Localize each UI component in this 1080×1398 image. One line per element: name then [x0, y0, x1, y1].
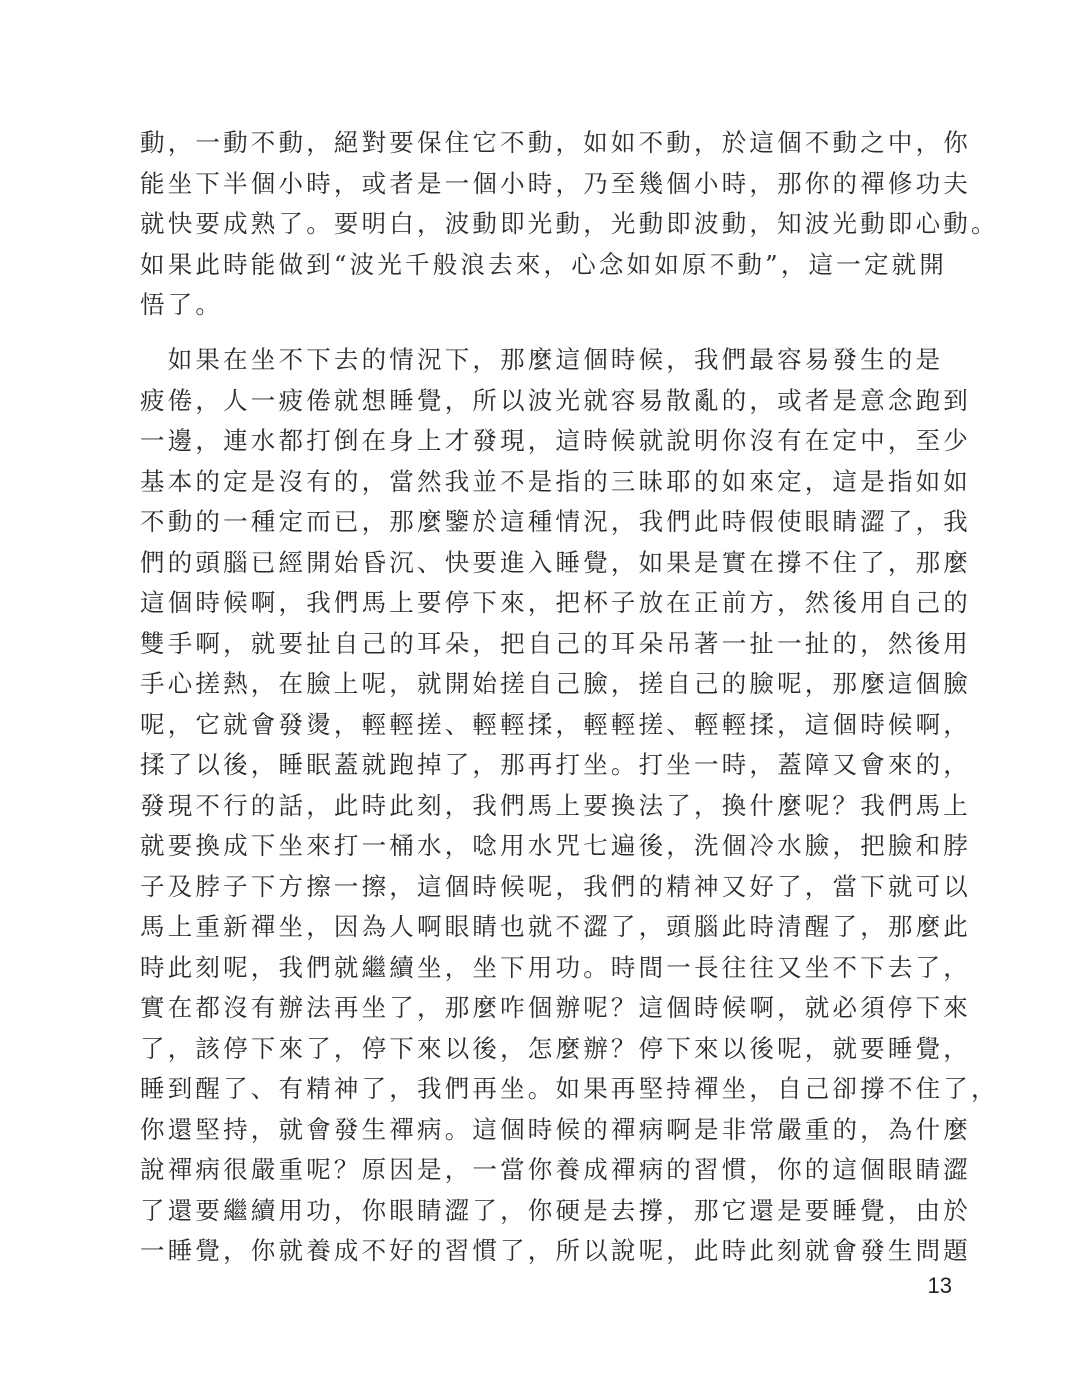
text-line: 發現不行的話，此時此刻，我們馬上要換法了，換什麼呢？我們馬上 — [140, 790, 971, 820]
text-line: 說禪病很嚴重呢？原因是，一當你養成禪病的習慣，你的這個眼睛澀 — [140, 1155, 971, 1184]
text-line: 了還要繼續用功，你眼睛澀了，你硬是去撐，那它還是要睡覺，由於 — [140, 1195, 971, 1225]
text-line: 實在都沒有辦法再坐了，那麼咋個辦呢？這個時候啊，就必須停下來 — [140, 993, 971, 1022]
text-line: 能坐下半個小時，或者是一個小時，乃至幾個小時，那你的禪修功夫 — [140, 168, 971, 198]
text-line: 你還堅持，就會發生禪病。這個時候的禪病啊是非常嚴重的，為什麼 — [140, 1114, 971, 1144]
text-line: 疲倦，人一疲倦就想睡覺，所以波光就容易散亂的，或者是意念跑到 — [140, 385, 971, 415]
text-line: 悟了。 — [140, 290, 224, 319]
paragraph-1 — [140, 123, 999, 326]
text-line: 這個時候啊，我們馬上要停下來，把杯子放在正前方，然後用自己的 — [140, 588, 971, 617]
text-line: 揉了以後，睡眠蓋就跑掉了，那再打坐。打坐一時，蓋障又會來的， — [140, 750, 971, 779]
text-line: 就快要成熟了。要明白，波動即光動，光動即波動，知波光動即心動。 — [140, 209, 999, 238]
text-line: 手心搓熱，在臉上呢，就開始搓自己臉，搓自己的臉呢，那麼這個臉 — [140, 669, 971, 698]
text-line: 子及脖子下方擦一擦，這個時候呢，我們的精神又好了，當下就可以 — [140, 871, 971, 901]
text-line: 呢，它就會發燙，輕輕搓、輕輕揉，輕輕搓、輕輕揉，這個時候啊， — [140, 709, 971, 739]
text-line: 不動的一種定而已，那麼鑒於這種情況，我們此時假使眼睛澀了，我 — [140, 507, 971, 536]
text-line: 時此刻呢，我們就繼續坐，坐下用功。時間一長往往又坐不下去了， — [140, 952, 971, 982]
text-line: 睡到醒了、有精神了，我們再坐。如果再堅持禪坐，自己卻撐不住了， — [140, 1074, 999, 1103]
text-line: 一睡覺，你就養成不好的習慣了，所以說呢，此時此刻就會發生問題 — [140, 1236, 971, 1265]
paragraph-2 — [140, 340, 999, 1272]
text-line: 了，該停下來了，停下來以後，怎麼辦？停下來以後呢，就要睡覺， — [140, 1033, 971, 1063]
text-line: 如果在坐不下去的情況下，那麼這個時候，我們最容易發生的是 — [140, 345, 944, 374]
text-line: 雙手啊，就要扯自己的耳朵，把自己的耳朵吊著一扯一扯的，然後用 — [140, 628, 971, 658]
page-number: 13 — [927, 1273, 952, 1298]
text-line: 就要換成下坐來打一桶水，唸用水咒七遍後，洗個冷水臉，把臉和脖 — [140, 831, 971, 860]
text-line: 一邊，連水都打倒在身上才發現，這時候就說明你沒有在定中，至少 — [140, 426, 971, 455]
text-line: 們的頭腦已經開始昏沉、快要進入睡覺，如果是實在撐不住了，那麼 — [140, 547, 971, 577]
text-line: 如果此時能做到“波光千般浪去來，心念如如原不動”，這一定就開 — [140, 249, 948, 279]
text-line: 基本的定是沒有的，當然我並不是指的三昧耶的如來定，這是指如如 — [140, 466, 971, 496]
text-line: 馬上重新禪坐，因為人啊眼睛也就不澀了，頭腦此時清醒了，那麼此 — [140, 912, 971, 941]
text-line: 動，一動不動，絕對要保住它不動，如如不動，於這個不動之中，你 — [140, 128, 971, 157]
